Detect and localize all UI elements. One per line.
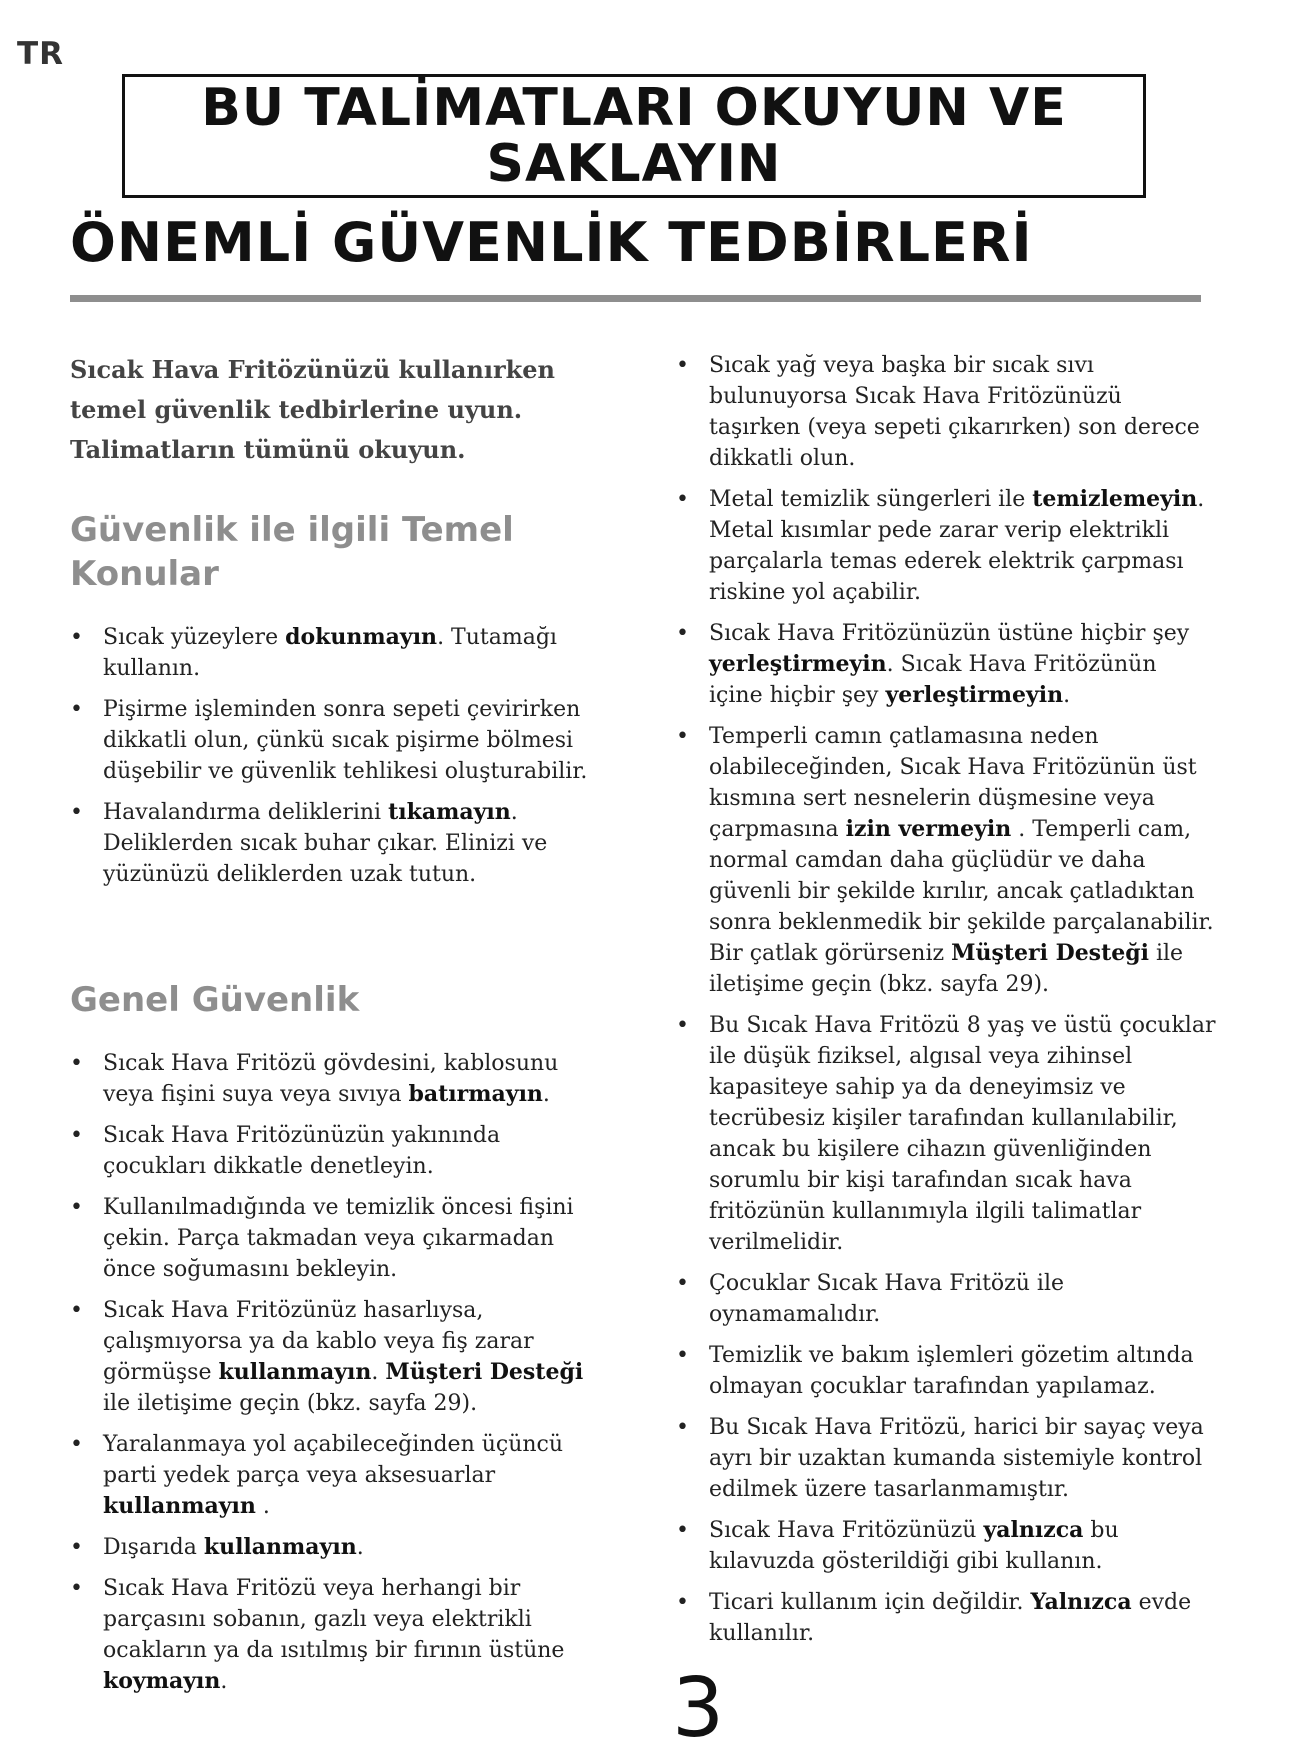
list-item: • Sıcak Hava Fritözünüzün üstüne hiçbir şey yerleştirmeyin. Sıcak Hava Fritözünün içine hiçbir şey yerleştirmeyin. <box>676 618 1216 711</box>
list-item: • Pişirme işleminden sonra sepeti çevirirken dikkatli olun, çünkü sıcak pişirme bölmesi düşebilir ve güvenlik tehlikesi oluşturabilir. <box>70 694 600 787</box>
list-item: • Sıcak yüzeylere dokunmayın. Tutamağı kullanın. <box>70 622 600 684</box>
list-item: • Sıcak Hava Fritözünüz hasarlıysa, çalışmıyorsa ya da kablo veya fiş zarar görmüşse kullanmayın. Müşteri Desteği ile iletişime geçin (bkz. sayfa 29). <box>70 1295 600 1419</box>
emphasis-text: izin vermeyin <box>845 816 1012 842</box>
intro-text: Sıcak Hava Fritözünüzü kullanırken temel güvenlik tedbirlerine uyun. Talimatların tümünü okuyun. <box>70 355 555 464</box>
list-item: • Metal temizlik süngerleri ile temizlemeyin. Metal kısımlar pede zarar verip elektrikli parçalarla temas ederek elektrik çarpması riskine yol açabilir. <box>676 484 1216 608</box>
emphasis-text: yalnızca <box>983 1517 1084 1543</box>
heading-divider <box>70 295 1201 302</box>
emphasis-text: kullanmayın <box>218 1359 372 1385</box>
list-item: • Ticari kullanım için değildir. Yalnızca evde kullanılır. <box>676 1587 1216 1649</box>
emphasis-text: Yalnızca <box>1030 1589 1132 1615</box>
emphasis-text: batırmayın <box>408 1081 543 1107</box>
title-box <box>122 74 1146 198</box>
main-heading: ÖNEMLİ GÜVENLİK TEDBİRLERİ <box>70 211 1033 274</box>
emphasis-text: kullanmayın <box>203 1534 357 1560</box>
document-title: BU TALİMATLARI OKUYUN VE SAKLAYIN <box>201 78 1067 194</box>
emphasis-text: kullanmayın <box>103 1493 256 1519</box>
emphasis-text: Müşteri Desteği <box>951 940 1149 966</box>
list-item: • Sıcak Hava Fritözünüzü yalnızca bu kılavuzda gösterildiği gibi kullanın. <box>676 1515 1216 1577</box>
right-safety-list <box>676 350 1216 1649</box>
list-item: • Sıcak Hava Fritözü veya herhangi bir parçasını sobanın, gazlı veya elektrikli ocakların ya da ısıtılmış bir fırının üstüne koymayın. <box>70 1573 600 1697</box>
emphasis-text: Müşteri Desteği <box>385 1359 584 1385</box>
list-item: • Çocuklar Sıcak Hava Fritözü ile oynamamalıdır. <box>676 1268 1216 1330</box>
list-item: • Sıcak Hava Fritözünüzün yakınında çocukları dikkatle denetleyin. <box>70 1120 600 1182</box>
general-safety-list <box>70 1048 600 1697</box>
emphasis-text: yerleştirmeyin <box>709 651 887 677</box>
list-item: • Bu Sıcak Hava Fritözü 8 yaş ve üstü çocuklar ile düşük fiziksel, algısal veya zihinsel kapasiteye sahip ya da deneyimsiz ve tecrübesiz kişiler tarafından kullanılabilir, ancak bu kişilere cihazın güvenliğinden sorumlu bir kişi tarafından sıcak hava fritözünün kullanımıyla ilgili talimatlar verilmelidir. <box>676 1010 1216 1258</box>
list-item: • Sıcak Hava Fritözü gövdesini, kablosunu veya fişini suya veya sıvıya batırmayın. <box>70 1048 600 1110</box>
list-item: • Havalandırma deliklerini tıkamayın. Deliklerden sıcak buhar çıkar. Elinizi ve yüzünüzü deliklerden uzak tutun. <box>70 797 600 890</box>
basic-safety-list <box>70 622 600 890</box>
page-number: 3 <box>672 1661 725 1756</box>
language-code: TR <box>17 36 65 72</box>
general-safety-heading: Genel Güvenlik <box>70 980 360 1020</box>
list-item: • Temperli camın çatlamasına neden olabileceğinden, Sıcak Hava Fritözünün üst kısmına sert nesnelerin düşmesine veya çarpmasına izin vermeyin . Temperli cam, normal camdan daha güçlüdür ve daha güvenli bir şekilde kırılır, ancak çatladıktan sonra beklenmedik bir şekilde parçalanabilir. Bir çatlak görürseniz Müşteri Desteği ile iletişime geçin (bkz. sayfa 29). <box>676 721 1216 1000</box>
emphasis-text: tıkamayın <box>388 799 511 825</box>
list-item: • Temizlik ve bakım işlemleri gözetim altında olmayan çocuklar tarafından yapılamaz. <box>676 1340 1216 1402</box>
emphasis-text: yerleştirmeyin <box>885 682 1064 708</box>
emphasis-text: dokunmayın <box>285 624 438 650</box>
list-item: • Bu Sıcak Hava Fritözü, harici bir sayaç veya ayrı bir uzaktan kumanda sistemiyle kontrol edilmek üzere tasarlanmamıştır. <box>676 1412 1216 1505</box>
list-item: • Yaralanmaya yol açabileceğinden üçüncü parti yedek parça veya aksesuarlar kullanmayın . <box>70 1429 600 1522</box>
basic-safety-heading: Güvenlik ile ilgili Temel Konular <box>70 510 514 594</box>
emphasis-text: koymayın <box>103 1668 221 1694</box>
list-item: • Kullanılmadığında ve temizlik öncesi fişini çekin. Parça takmadan veya çıkarmadan önce soğumasını bekleyin. <box>70 1192 600 1285</box>
right-column <box>676 350 1216 1659</box>
emphasis-text: temizlemeyin <box>1032 486 1198 512</box>
left-column <box>70 350 600 1707</box>
list-item: • Dışarıda kullanmayın. <box>70 1532 600 1563</box>
list-item: • Sıcak yağ veya başka bir sıcak sıvı bulunuyorsa Sıcak Hava Fritözünüzü taşırken (veya sepeti çıkarırken) son derece dikkatli olun. <box>676 350 1216 474</box>
